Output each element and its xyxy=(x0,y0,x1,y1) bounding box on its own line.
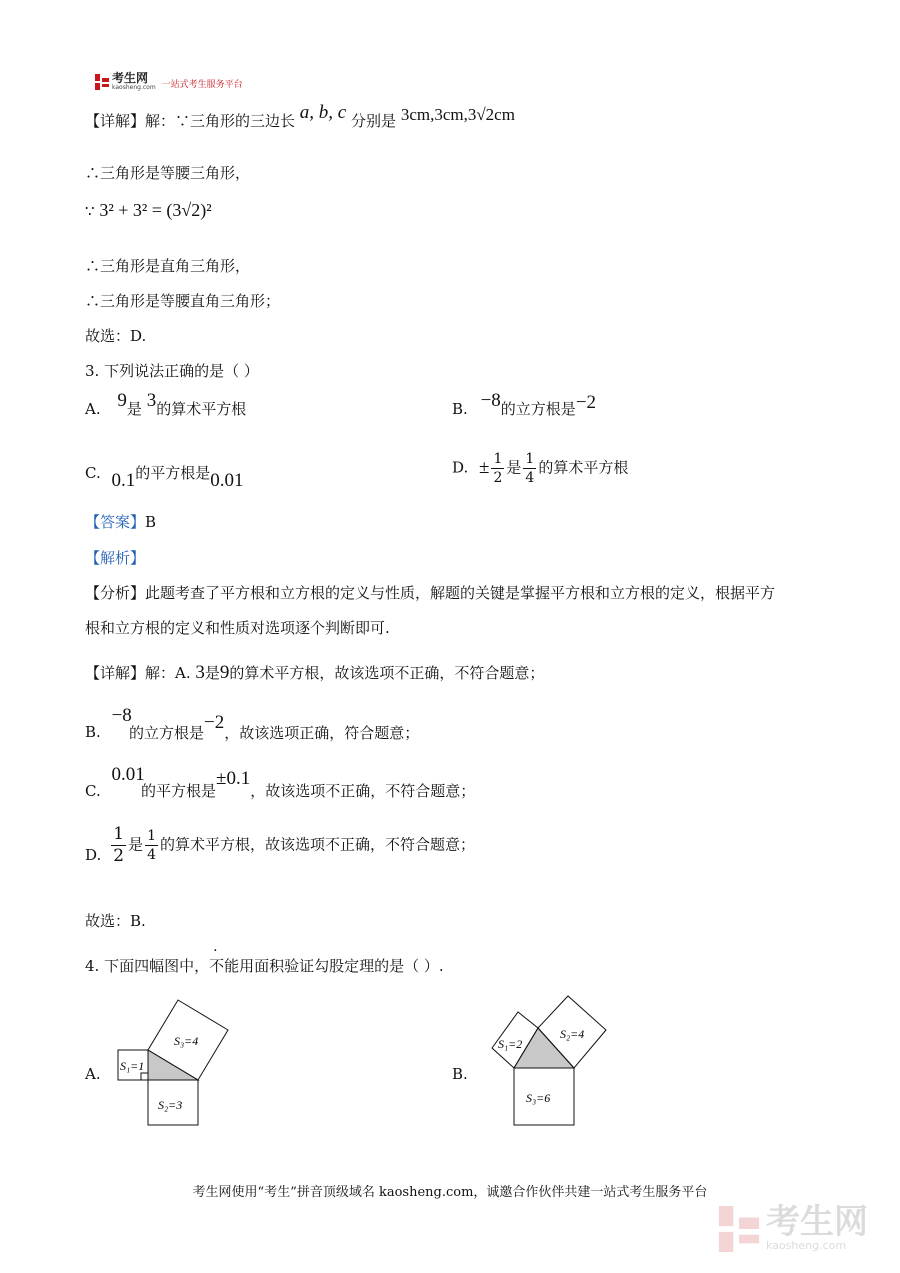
q4-stem-emph: 不能 xyxy=(209,957,240,975)
q3-detail-c-label: C. xyxy=(85,782,101,800)
q3-option-b-math2: −2 xyxy=(575,392,597,413)
q3-detail-b-m1: −8 xyxy=(111,705,132,726)
q3-detail-b-label: B. xyxy=(85,723,101,741)
q3-detail-c-m1: 0.01 xyxy=(111,764,145,785)
q3-detail-c-rest xyxy=(141,768,476,802)
q3-choose: 故选：B. xyxy=(85,912,146,930)
q2-line-right: ∴三角形是直角三角形， xyxy=(85,257,251,275)
watermark xyxy=(718,1202,868,1252)
watermark-logo-icon xyxy=(718,1206,760,1252)
fig-b-s3-label: S₃=6 xyxy=(526,1091,551,1105)
q3-detail-a-m1: 3 xyxy=(195,662,205,683)
q3-option-b-tail: 的立方根是 xyxy=(500,400,576,418)
q3-option-d-pm: ± xyxy=(479,456,490,478)
q3-option-d-tail: 的算术平方根 xyxy=(538,458,629,477)
q3-detail-a-m2: 9 xyxy=(219,662,230,683)
q2-respectively: 分别是 xyxy=(351,112,397,130)
q3-detail-a-tail: 的算术平方根，故该选项不正确，不符合题意； xyxy=(229,664,545,682)
q2-line-iso-right: ∴三角形是等腰直角三角形； xyxy=(85,292,281,310)
watermark-sub: kaosheng.com xyxy=(766,1239,847,1252)
q3-option-c-tail: 的平方根是 xyxy=(135,464,211,482)
q3-option-a-tail: 的算术平方根 xyxy=(156,400,247,418)
q2-because: ∵ xyxy=(85,202,95,220)
q3-stem: 3. 下列说法正确的是（ ） xyxy=(85,362,259,380)
q3-option-c-math1: 0.1 xyxy=(111,470,136,491)
q3-analysis-line2: 根和立方根的定义和性质对选项逐个判断即可. xyxy=(85,619,390,637)
fig-b-s2-label: S₂=4 xyxy=(560,1027,585,1041)
q3-answer-value: B xyxy=(145,513,157,531)
q3-detail-d-is: 是 xyxy=(128,835,144,854)
fig-b-s1-label: S₁=2 xyxy=(498,1037,523,1051)
q3-analysis-line1: 【分析】此题考查了平方根和立方根的定义与性质，解题的关键是掌握平方根和立方根的定义，根据平方 xyxy=(85,584,776,602)
q3-detail-c-mid: 的平方根是 xyxy=(141,782,217,800)
q3-option-d-label: D. xyxy=(452,458,469,477)
q4-fig-a-label: A. xyxy=(85,1065,101,1083)
q3-option-c-math2: 0.01 xyxy=(210,470,244,491)
q3-detail-c-m2: ±0.1 xyxy=(216,768,251,789)
fig-a-right-angle-mark xyxy=(141,1073,148,1080)
q2-line-isosceles: ∴三角形是等腰三角形， xyxy=(85,164,251,182)
q3-detail-d-label: D. xyxy=(85,845,102,864)
q2-detail-prefix: 【详解】解：∵三角形的三边长 xyxy=(85,112,296,130)
q3-option-a-label: A. xyxy=(85,400,101,418)
q4-figure-b xyxy=(480,990,610,1130)
q3-answer xyxy=(85,511,156,532)
q3-option-d xyxy=(452,452,628,485)
q3-option-b-math1: −8 xyxy=(480,390,501,411)
q2-sides-values: 3cm,3cm,3√2cm xyxy=(400,105,515,124)
q3-option-d-is: 是 xyxy=(506,458,522,477)
q4-fig-b-label: B. xyxy=(452,1065,468,1083)
q2-pythag-line xyxy=(85,200,212,221)
logo-icon xyxy=(95,74,109,90)
fig-a-s3-label: S₃=4 xyxy=(174,1034,199,1048)
q3-option-d-frac1: $\frac{1}{2}$ xyxy=(493,451,503,486)
q2-pythag-eq: 3² + 3² = (3√2)² xyxy=(99,200,212,220)
q2-detail-line xyxy=(85,102,515,132)
logo-domain: kaosheng.com xyxy=(112,84,156,91)
q3-detail-d-tail: 的算术平方根，故该选项不正确，不符合题意； xyxy=(160,835,476,854)
q3-option-a xyxy=(85,390,247,420)
q3-detail-a-prefix: 【详解】解：A. xyxy=(85,664,191,682)
q3-option-b-label: B. xyxy=(452,400,468,418)
q3-detail-b-rest xyxy=(129,712,420,744)
header-slogan: 一站式考生服务平台 xyxy=(161,80,243,90)
q3-answer-label: 【答案】 xyxy=(85,513,146,531)
q3-detail-b-tail: ，故该选项正确，符合题意； xyxy=(224,724,420,742)
q3-option-b xyxy=(452,390,597,420)
q3-detail-a xyxy=(85,662,544,684)
logo-text: 考生网 xyxy=(112,71,149,85)
q3-option-a-math1: 9 xyxy=(117,390,127,411)
q3-analysis-label: 【解析】 xyxy=(85,549,146,567)
q4-figure-a xyxy=(110,995,240,1130)
q2-sides-vars: a, b, c xyxy=(299,102,347,123)
header-logo xyxy=(95,72,243,91)
q3-detail-d-frac1: $\frac{1}{2}$ xyxy=(113,824,125,866)
q4-stem-a: 4. 下面四幅图中， xyxy=(85,957,210,975)
q3-detail-c-tail: ，故该选项不正确，不符合题意； xyxy=(250,782,476,800)
watermark-text: 考生网 xyxy=(766,1202,868,1242)
q4-stem xyxy=(85,955,444,976)
q3-detail-d xyxy=(85,826,475,865)
q3-detail-b-m2: −2 xyxy=(204,712,225,733)
page-footer: 考生网使用“考生”拼音顶级域名 kaosheng.com，诚邀合作伙伴共建一站式考生服务平台 xyxy=(192,1185,708,1200)
fig-a-s1-label: S₁=1 xyxy=(120,1059,145,1073)
q3-detail-b-mid: 的立方根是 xyxy=(129,724,205,742)
fig-a-s2-label: S₂=3 xyxy=(158,1098,183,1112)
q3-option-d-frac2: $\frac{1}{4}$ xyxy=(525,451,535,486)
q2-choose: 故选：D. xyxy=(85,327,147,345)
q3-option-a-is: 是 xyxy=(126,400,142,418)
q4-stem-b: 用面积验证勾股定理的是（ ）. xyxy=(239,957,444,975)
q3-detail-b xyxy=(85,705,132,741)
q3-detail-a-is: 是 xyxy=(204,664,220,682)
q3-option-c-label: C. xyxy=(85,464,101,482)
q3-option-a-math2: 3 xyxy=(146,390,157,411)
q3-option-c xyxy=(85,462,244,491)
q3-detail-c xyxy=(85,764,145,800)
q3-detail-d-frac2: $\frac{1}{4}$ xyxy=(147,828,157,863)
